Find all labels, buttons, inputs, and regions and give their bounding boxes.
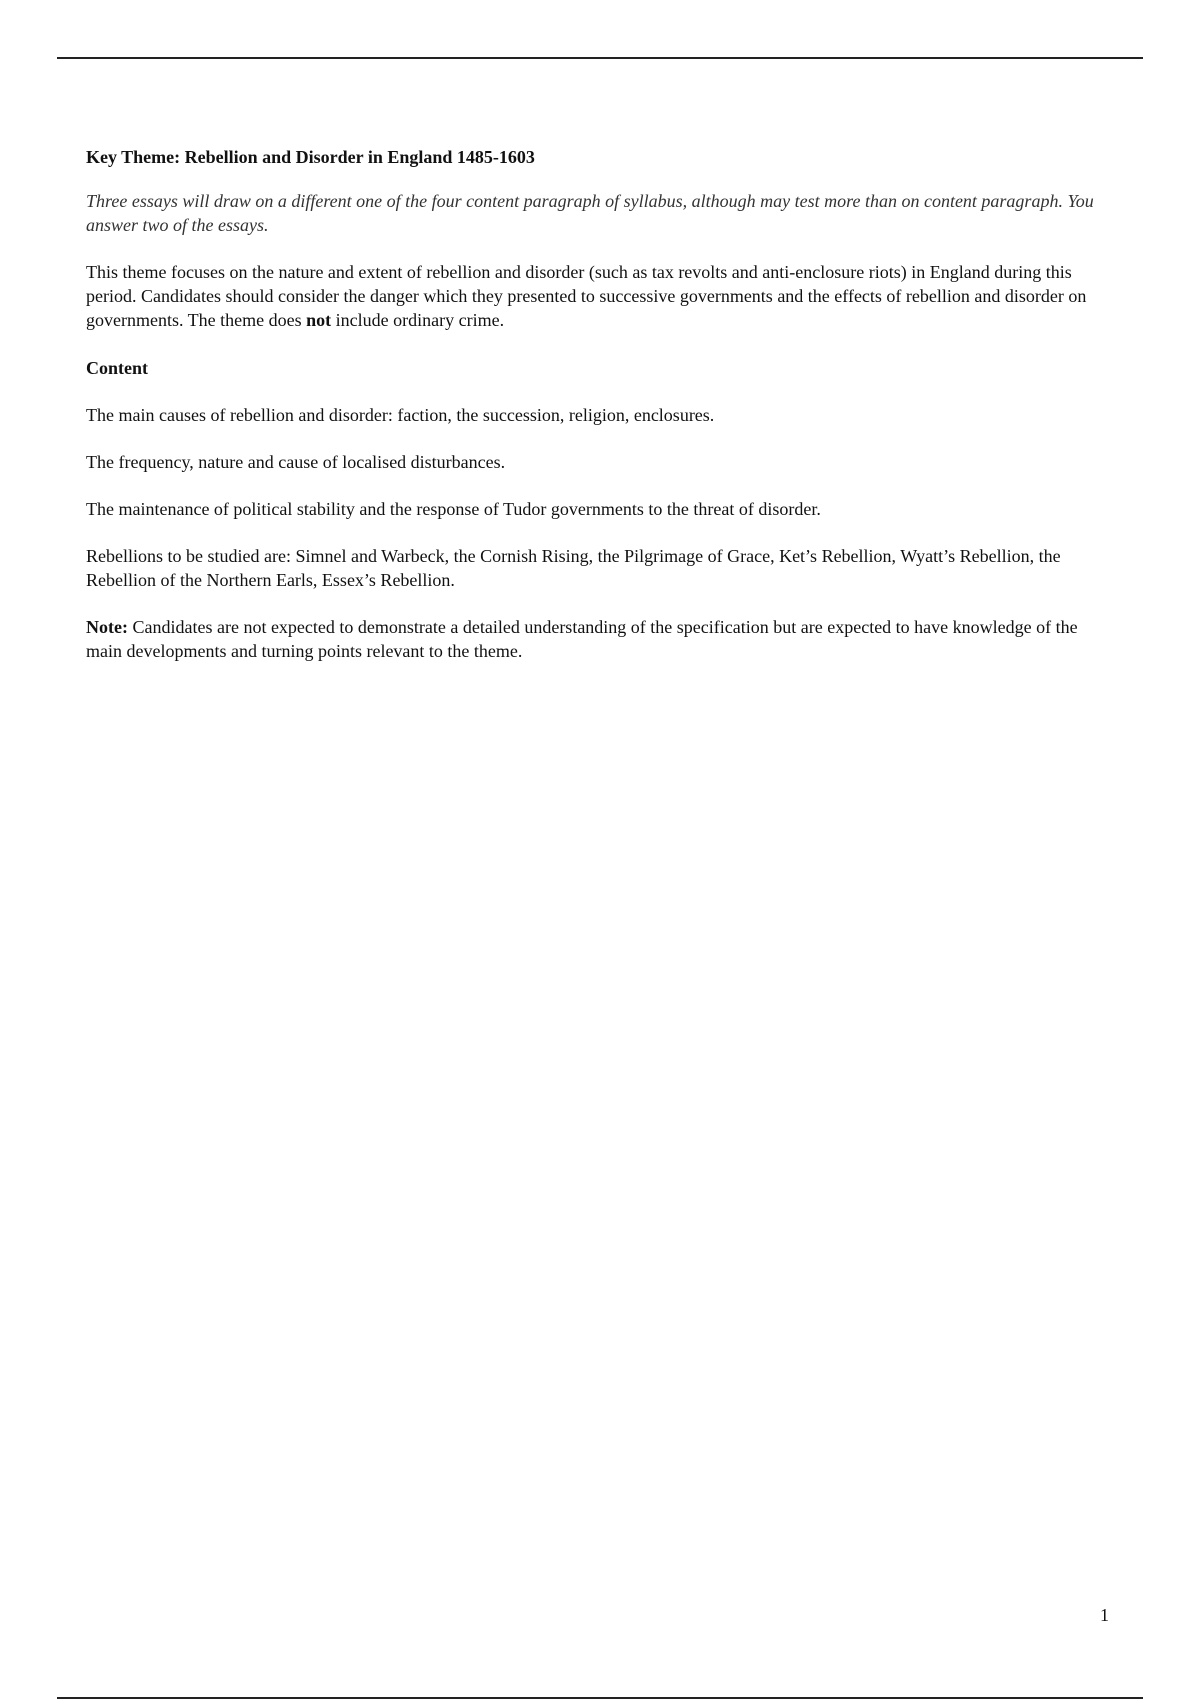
document-body (86, 145, 1096, 686)
note-paragraph (86, 615, 1096, 663)
content-item: Rebellions to be studied are: Simnel and Warbeck, the Cornish Rising, the Pilgrimage of Grace, Ket’s Rebellion, Wyatt’s Rebellion, the Rebellion of the Northern Earls, Essex’s Rebellion. (86, 546, 1061, 590)
note-label: Note: (86, 617, 128, 637)
content-item: The main causes of rebellion and disorder: faction, the succession, religion, enclosures. (86, 405, 715, 425)
note-text: Candidates are not expected to demonstrate a detailed understanding of the specification but are expected to have knowledge of the main developments and turning points relevant to the theme. (86, 617, 1078, 661)
theme-bold-word: not (306, 310, 332, 330)
theme-paragraph (86, 260, 1096, 332)
content-heading: Content (86, 358, 148, 378)
content-item: The maintenance of political stability and the response of Tudor governments to the threat of disorder. (86, 499, 821, 519)
page-number: 1 (1100, 1605, 1109, 1625)
content-item: The frequency, nature and cause of localised disturbances. (86, 452, 506, 472)
intro-paragraph: Three essays will draw on a different one of the four content paragraph of syllabus, although may test more than on content paragraph. You answer two of the essays. (86, 191, 1094, 235)
theme-text-start: This theme focuses on the nature and extent of rebellion and disorder (such as tax revolts and anti-enclosure riots) in England during this period. Candidates should consider the danger which they presented to successive governments and the effects of rebellion and disorder on governments. The theme does (86, 262, 1087, 330)
page-title: Key Theme: Rebellion and Disorder in England 1485-1603 (86, 147, 535, 167)
top-rule (57, 57, 1143, 59)
bottom-rule (57, 1697, 1143, 1699)
theme-text-end: include ordinary crime. (331, 310, 505, 330)
